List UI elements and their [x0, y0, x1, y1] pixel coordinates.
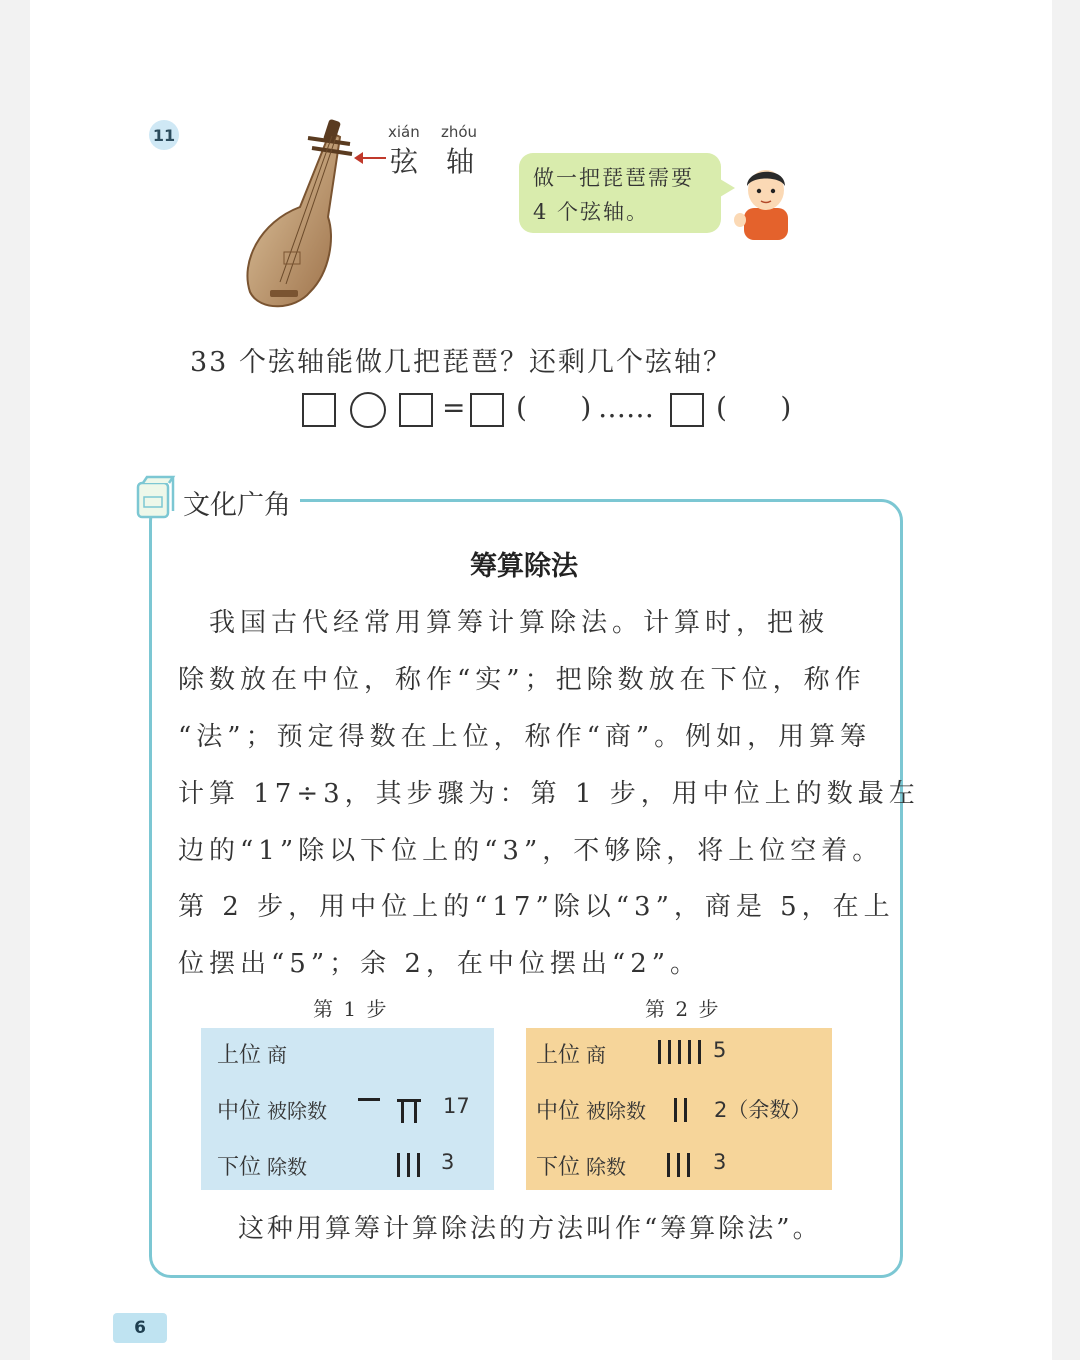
answer-box-quotient[interactable] [470, 393, 504, 427]
pointer-arrow [360, 157, 386, 159]
rod-upper-2 [668, 1040, 671, 1064]
step-1-label: 第 1 步 [313, 997, 389, 1021]
culture-header-title: 文化广角 [183, 490, 291, 521]
step2-lower-pos: 下位 [536, 1155, 581, 1180]
rod-lower-1 [397, 1153, 400, 1177]
question-text: 33 个弦轴能做几把琵琶？还剩几个弦轴？ [190, 347, 732, 378]
step2-row-upper [536, 1038, 606, 1069]
paragraph-line-7: 位摆出“5”；余 2，在中位摆出“2”。 [178, 949, 702, 979]
pipa-illustration [240, 112, 370, 312]
answer-box-remainder[interactable] [670, 393, 704, 427]
rod-upper-5 [698, 1040, 701, 1064]
step2-middle-pos: 中位 [536, 1099, 581, 1124]
step2-lower-value: 3 [713, 1150, 727, 1174]
boy-illustration [730, 160, 800, 240]
rod-upper-1 [658, 1040, 661, 1064]
label-zhou: 轴 [446, 145, 475, 178]
step2-lower-role: 除数 [586, 1155, 627, 1179]
unit-paren-2[interactable]: ( ) [716, 391, 792, 424]
answer-box-1[interactable] [302, 393, 336, 427]
remainder-dots: …… [598, 391, 654, 424]
rod-upper-4 [688, 1040, 691, 1064]
step1-middle-pos: 中位 [217, 1099, 262, 1124]
rod-lower2-2 [677, 1153, 680, 1177]
label-xian: 弦 [390, 145, 419, 178]
step-1-panel [201, 1028, 494, 1190]
equals-sign: = [442, 391, 466, 424]
step2-upper-pos: 上位 [536, 1043, 581, 1068]
rod-lower-3 [417, 1153, 420, 1177]
rod-middle2-2 [684, 1098, 687, 1122]
step1-row-middle [217, 1094, 327, 1125]
problem-number-badge: 11 [149, 120, 179, 150]
page-number-badge: 6 [113, 1313, 167, 1343]
closing-sentence: 这种用算筹计算除法的方法叫作“筹算除法”。 [238, 1214, 822, 1244]
book-icon [133, 475, 179, 521]
step2-row-middle [536, 1094, 646, 1125]
rod-lower2-3 [687, 1153, 690, 1177]
step1-lower-pos: 下位 [217, 1155, 262, 1180]
answer-box-2[interactable] [399, 393, 433, 427]
paragraph-line-6: 第 2 步，用中位上的“17”除以“3”，商是 5，在上 [178, 892, 895, 922]
paragraph-line-2: 除数放在中位，称作“实”；把除数放在下位，称作 [178, 665, 866, 695]
speech-line-2: 4 个弦轴。 [533, 200, 650, 224]
operator-circle[interactable] [350, 392, 386, 428]
rod-middle2-1 [674, 1098, 677, 1122]
article-title: 筹算除法 [470, 551, 578, 582]
step1-row-lower [217, 1150, 307, 1181]
rod-middle-7-right [414, 1101, 417, 1123]
paragraph-line-3: “法”；预定得数在上位，称作“商”。例如，用算筹 [178, 722, 872, 752]
step1-upper-role: 商 [267, 1043, 288, 1067]
pinyin-zhou: zhóu [441, 123, 478, 141]
step-2-panel [526, 1028, 832, 1190]
page-edge-left [0, 0, 30, 1360]
step1-row-upper [217, 1038, 287, 1069]
speech-bubble [519, 153, 721, 233]
paragraph-line-1: 我国古代经常用算筹计算除法。计算时，把被 [178, 608, 830, 638]
pinyin-xian: xián [388, 123, 420, 141]
speech-line-1: 做一把琵琶需要 [533, 166, 694, 190]
rod-lower-2 [407, 1153, 410, 1177]
step2-upper-value: 5 [713, 1038, 727, 1062]
step2-upper-role: 商 [586, 1043, 607, 1067]
step1-middle-value: 17 [443, 1094, 470, 1118]
paragraph-line-5: 边的“1”除以下位上的“3”，不够除，将上位空着。 [178, 836, 884, 866]
paragraph-line-4: 计算 17÷3，其步骤为：第 1 步，用中位上的数最左 [178, 779, 920, 809]
step1-lower-value: 3 [441, 1150, 455, 1174]
step2-middle-value: 2（余数） [714, 1098, 812, 1122]
rod-middle-7-left [401, 1101, 404, 1123]
page-edge-right [1052, 0, 1080, 1360]
rod-upper-3 [678, 1040, 681, 1064]
step1-lower-role: 除数 [267, 1155, 308, 1179]
step1-upper-pos: 上位 [217, 1043, 262, 1068]
step1-middle-role: 被除数 [267, 1099, 328, 1123]
rod-lower2-1 [667, 1153, 670, 1177]
unit-paren-1[interactable]: ( ) [516, 391, 592, 424]
rod-middle-1 [358, 1098, 380, 1101]
step2-middle-role: 被除数 [586, 1099, 647, 1123]
pointer-arrow-head [354, 152, 363, 164]
step2-row-lower [536, 1150, 626, 1181]
step-2-label: 第 2 步 [645, 997, 721, 1021]
